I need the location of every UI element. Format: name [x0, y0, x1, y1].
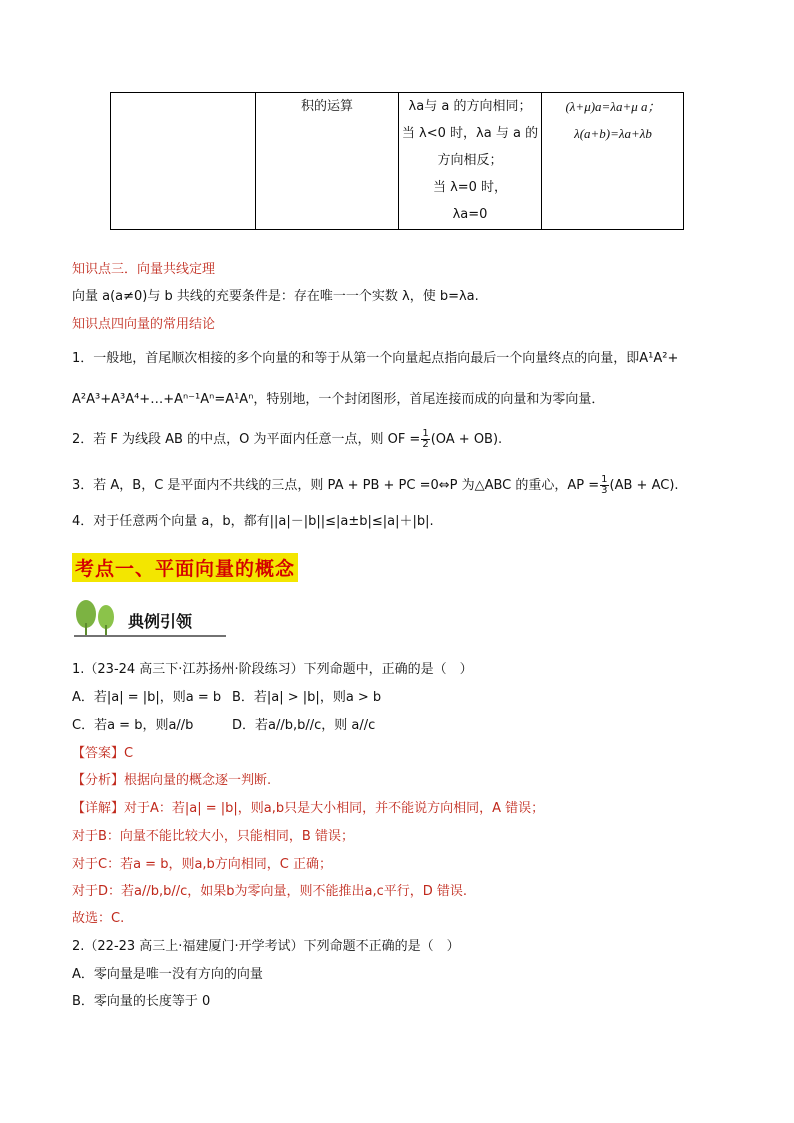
- q1-option-c: C．若a = b，则a//b: [72, 718, 194, 733]
- analysis-tag: 【分析】: [72, 773, 125, 788]
- kp4-item1-line1: 1．一般地，首尾顺次相接的多个向量的和等于从第一个向量起点指向最后一个向量终点的向量，即A¹A²+: [72, 351, 679, 366]
- q1-option-b: B．若|a| > |b|，则a > b: [232, 690, 382, 705]
- table-text: λ(a+b)=λa+λb: [574, 126, 652, 141]
- q2-stem: 2.（22-23 高三上·福建厦门·开学考试）下列命题不正确的是（ ）: [72, 939, 460, 954]
- badge-label: 典例引领: [128, 612, 193, 631]
- q2-option-a: A．零向量是唯一没有方向的向量: [72, 967, 263, 982]
- q1-detail-b: 对于B：向量不能比较大小，只能相同，B 错误；: [72, 829, 354, 844]
- example-badge: [70, 597, 230, 639]
- kp4-item2-text: 2．若 F 为线段 AB 的中点，O 为平面内任意一点，则 OF =: [72, 432, 421, 447]
- q2-option-b: B．零向量的长度等于 0: [72, 994, 211, 1009]
- kp4-item1-line2: A²A³+A³A⁴+…+Aⁿ⁻¹Aⁿ=A¹Aⁿ，特别地，一个封闭图形，首尾连接而成的向量和为零向量．: [72, 392, 605, 407]
- table-cell-operation: 积的运算: [300, 99, 353, 114]
- table-cell-direction: [399, 93, 541, 228]
- numerator: 1: [601, 474, 608, 485]
- analysis-text: 根据向量的概念逐一判断.: [124, 773, 272, 788]
- table-text: λa与 a 的方向相同；: [408, 99, 532, 114]
- q1-detail-c: 对于C：若a = b，则a,b方向相同，C 正确；: [72, 857, 333, 872]
- q1-analysis: [72, 769, 271, 788]
- kp4-item2-text: (OA + OB).: [430, 432, 503, 447]
- kp4-item2: [72, 428, 502, 450]
- q1-choose: 故选：C.: [72, 911, 125, 926]
- q1-detail-d: 对于D：若a//b,b//c，如果b为零向量，则不能推出a,c平行，D 错误.: [72, 884, 468, 899]
- kp3-title: 知识点三．向量共线定理: [72, 262, 216, 277]
- denominator: 2: [422, 439, 429, 450]
- q1-stem: 1.（23-24 高三下·江苏扬州·阶段练习）下列命题中，正确的是（ ）: [72, 662, 473, 677]
- table-text: (λ+μ)a=λa+μ a；: [565, 99, 661, 114]
- section-title: 考点一、平面向量的概念: [72, 553, 298, 582]
- q1-answer: [72, 742, 133, 761]
- detail-text: 对于A：若|a| = |b|，则a,b只是大小相同，并不能说方向相同，A 错误；: [124, 801, 545, 816]
- kp4-title: 知识点四向量的常用结论: [72, 317, 216, 332]
- property-table: [110, 92, 684, 230]
- kp3-body: 向量 a(a≠0)与 b 共线的充要条件是：存在唯一一个实数 λ，使 b=λa.: [72, 289, 479, 304]
- table-text: 当 λ<0 时，λa 与 a 的: [401, 126, 539, 141]
- table-cell-law: [542, 93, 684, 147]
- fraction: [600, 475, 608, 496]
- q1-option-a: A．若|a| = |b|，则a = b: [72, 690, 222, 705]
- table-text: 当 λ=0 时，: [432, 180, 508, 195]
- q1-detail: [72, 797, 544, 816]
- kp4-item4: 4．对于任意两个向量 a，b，都有||a|－|b||≤|a±b|≤|a|＋|b|.: [72, 514, 434, 529]
- kp4-item3-text: (AB + AC).: [609, 478, 679, 493]
- fraction: [421, 429, 429, 450]
- table-text: λa=0: [452, 207, 488, 222]
- detail-tag: 【详解】: [72, 801, 125, 816]
- numerator: 1: [422, 428, 429, 439]
- answer-value: C: [124, 746, 134, 761]
- answer-tag: 【答案】: [72, 746, 125, 761]
- kp4-item3-text: 3．若 A，B，C 是平面内不共线的三点，则 PA + PB + PC =0⇔P 为△ABC 的重心，AP =: [72, 478, 600, 493]
- q1-option-d: D．若a//b,b//c，则 a//c: [232, 718, 376, 733]
- kp4-item3: [72, 474, 679, 496]
- denominator: 3: [601, 485, 608, 496]
- table-text: 方向相反；: [437, 153, 503, 168]
